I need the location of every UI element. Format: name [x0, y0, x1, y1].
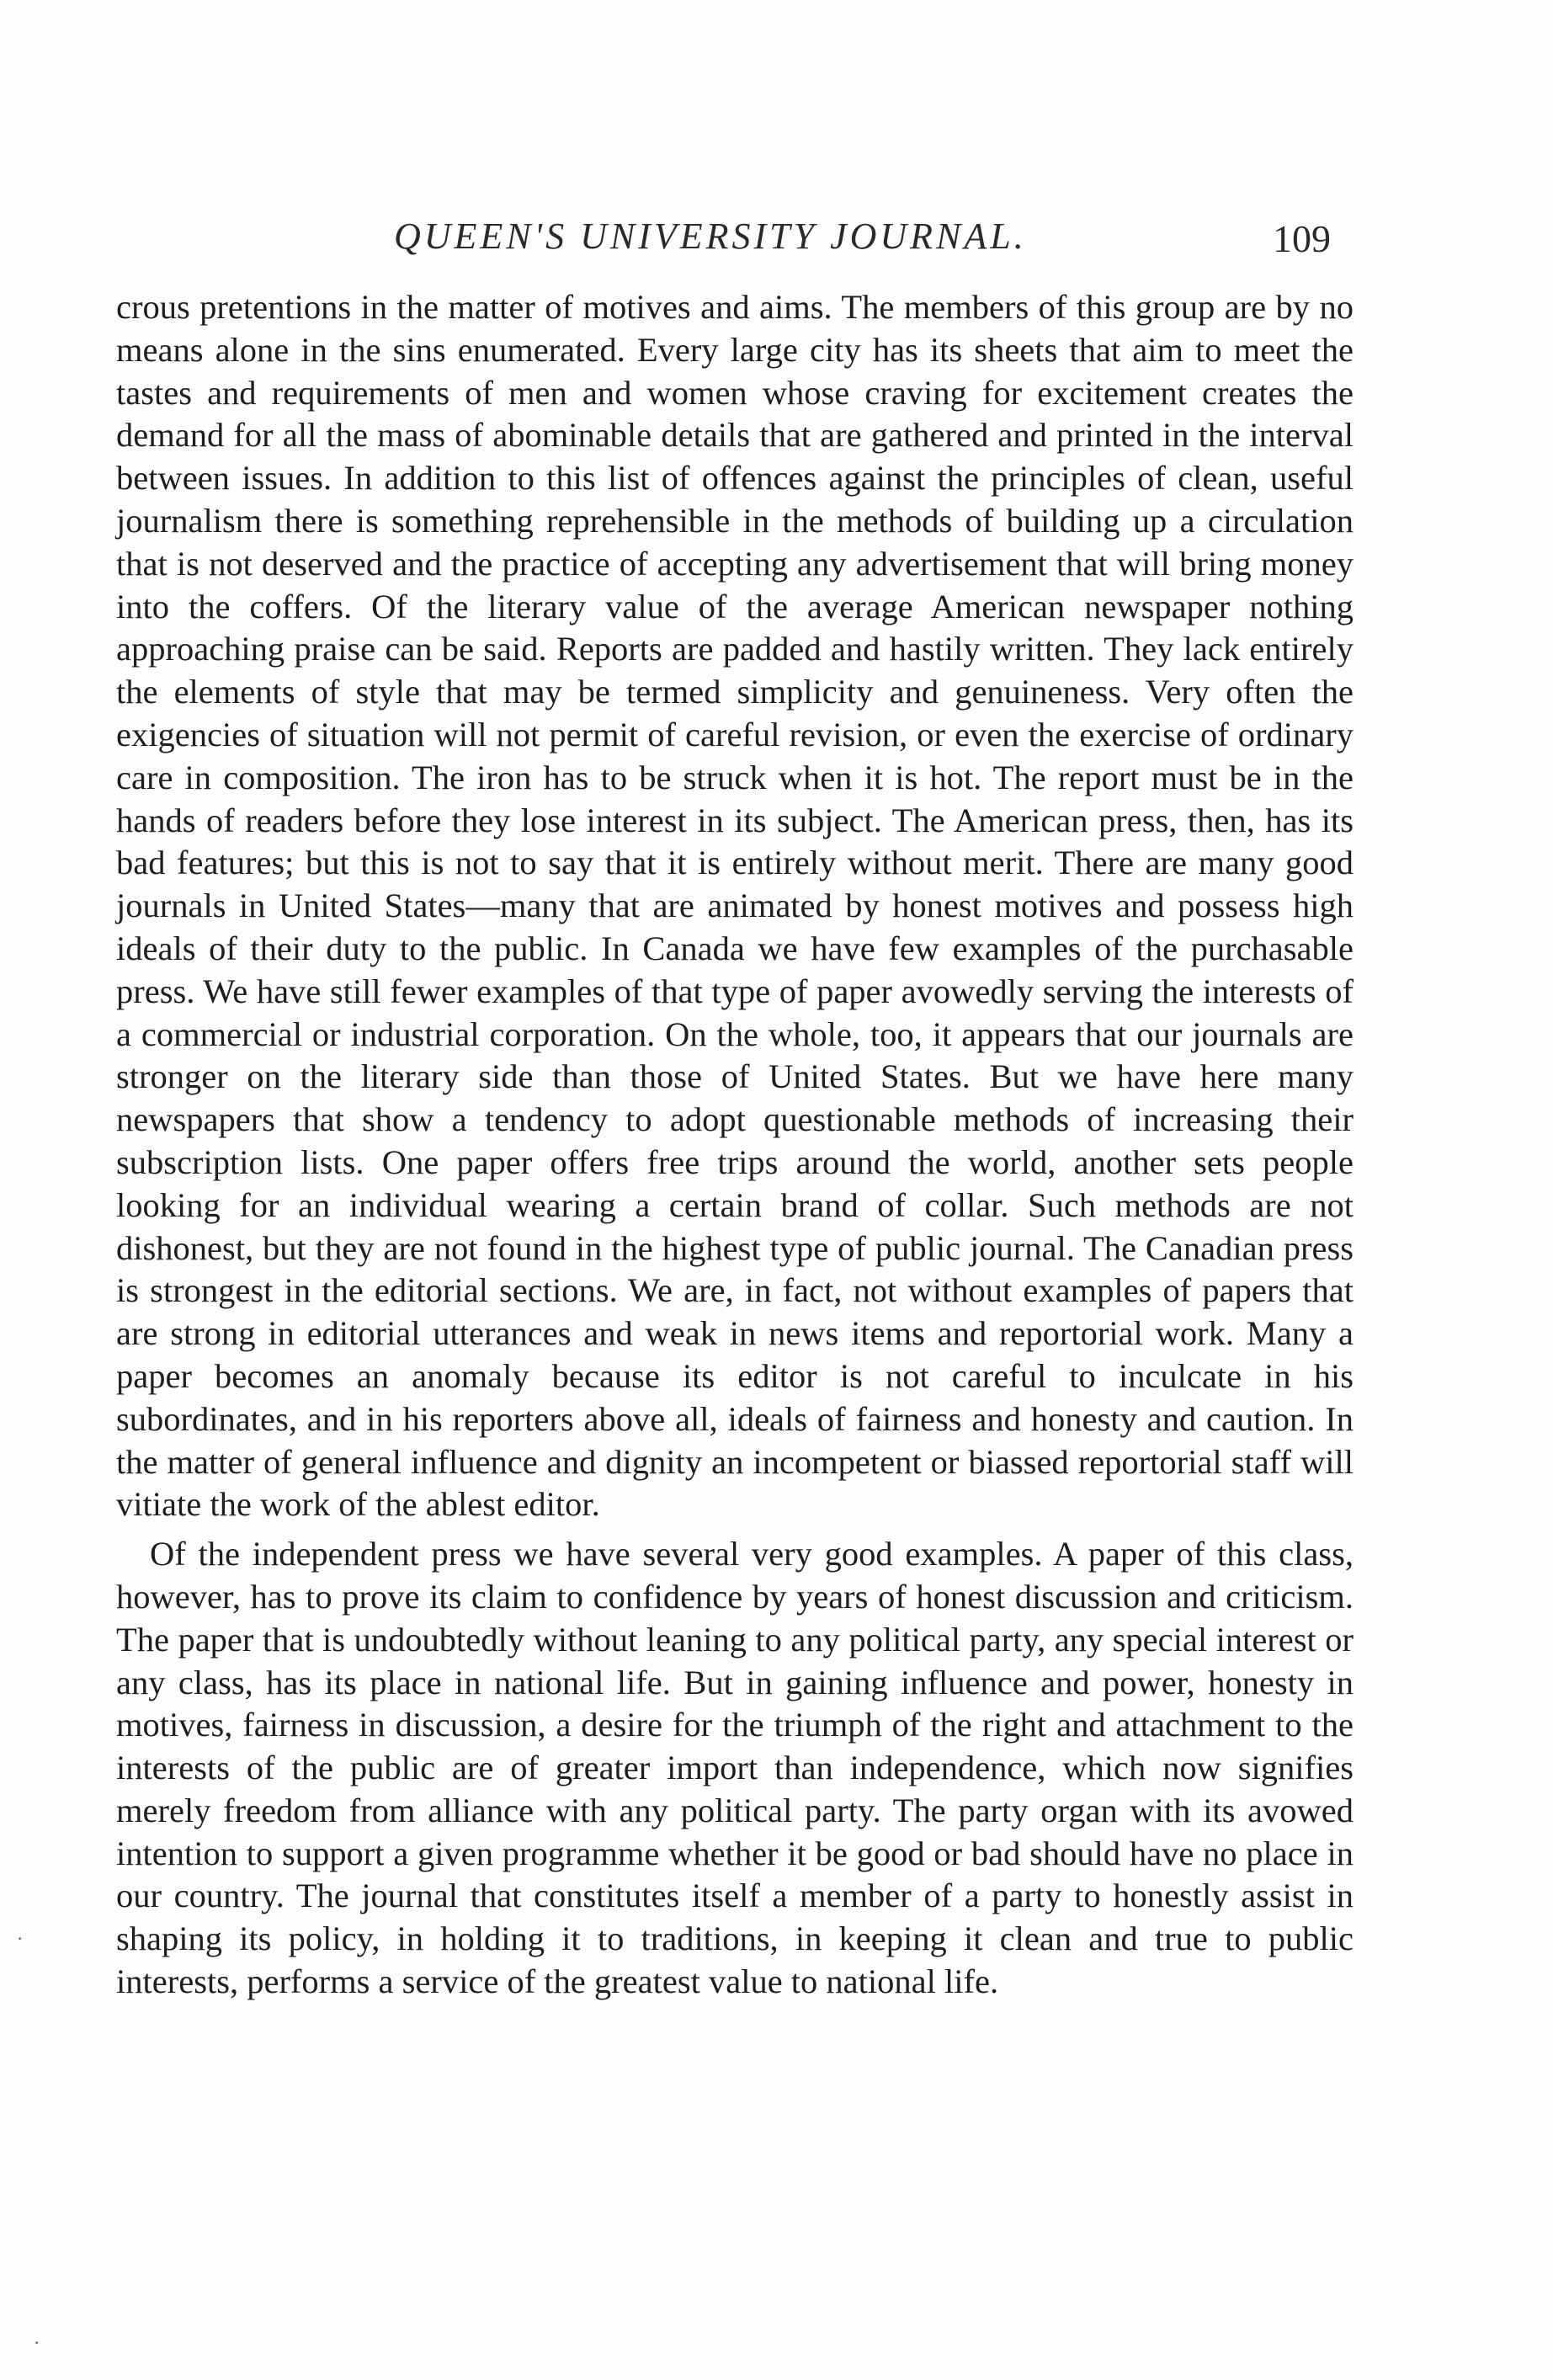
margin-speck: · [17, 1928, 24, 1949]
body-text [116, 286, 1354, 2004]
paragraph-2: Of the independent press we have several very good examples. A paper of this class, however, has to prove its claim to confidence by years of honest discussion and criticism. The paper that is undoubtedly without leaning to any political party, any special interest or any class, has its place in national life. But in gaining influence and power, honesty in motives, fairness in discussion, a desire for the triumph of the right and attachment to the interests of the public are of greater import than independence, which now signifies merely freedom from alliance with any political party. The party organ with its avowed intention to support a given programme whether it be good or bad should have no place in our country. The journal that constitutes itself a member of a party to honestly assist in shaping its policy, in holding it to traditions, in keeping it clean and true to public interests, performs a service of the greatest value to national life. [116, 1535, 1354, 2001]
running-title: QUEEN'S UNIVERSITY JOURNAL. [394, 216, 1027, 257]
margin-speck: · [34, 2332, 40, 2353]
page-header [0, 215, 1553, 265]
paragraph-1: crous pretentions in the matter of motives and aims. The members of this group are by no means alone in the sins enumerated. Every large city has its sheets that aim to meet the tastes and requirements of men and women whose craving for excitement creates the demand for all the mass of abominable details that are gathered and printed in the interval between issues. In addition to this list of offences against the principles of clean, useful journalism there is something reprehensible in the methods of building up a circulation that is not deserved and the practice of accepting any advertisement that will bring money into the coffers. Of the literary value of the average American newspaper nothing approaching praise can be said. Reports are padded and hastily written. They lack entirely the elements of style that may be termed simplicity and genuineness. Very often the exigencies of situation will not permit of careful revision, or even the exercise of ordinary care in composition. The iron has to be struck when it is hot. The report must be in the hands of readers before they lose interest in its subject. The American press, then, has its bad features; but this is not to say that it is entirely without merit. There are many good journals in United States—many that are animated by honest motives and possess high ideals of their duty to the public. In Canada we have few examples of the purchasable press. We have still fewer examples of that type of paper avowedly serving the interests of a commercial or industrial corporation. On the whole, too, it appears that our journals are stronger on the literary side than those of United States. But we have here many newspapers that show a tendency to adopt questionable methods of increasing their subscription lists. One paper offers free trips around the world, another sets people looking for an individual wearing a certain brand of collar. Such methods are not dishonest, but they are not found in the highest type of public journal. The Canadian press is strongest in the editorial sections. We are, in fact, not without examples of papers that are strong in editorial utterances and weak in news items and reportorial work. Many a paper becomes an anomaly because its editor is not careful to inculcate in his subordinates, and in his reporters above all, ideals of fairness and honesty and caution. In the matter of general influence and dignity an incompetent or biassed reportorial staff will vitiate the work of the ablest editor. [116, 288, 1354, 1524]
page-number: 109 [1273, 217, 1331, 260]
